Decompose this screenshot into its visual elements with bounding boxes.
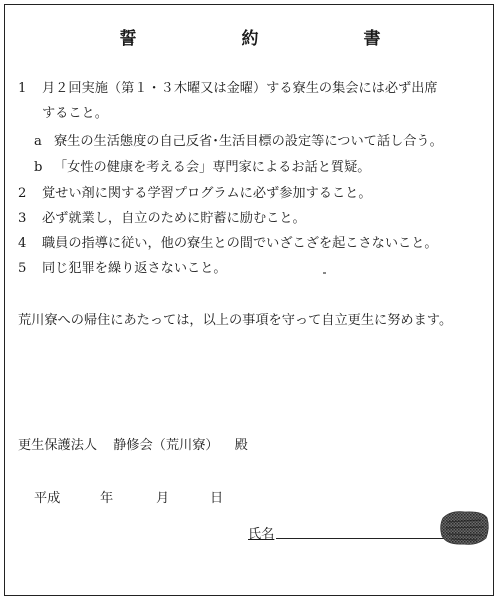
item-number: 5 bbox=[18, 261, 27, 276]
item-number: 2 bbox=[18, 186, 27, 201]
addressee-honorific: 殿 bbox=[234, 438, 248, 453]
item-text: 覚せい剤に関する学習プログラムに必ず参加すること。 bbox=[42, 186, 372, 201]
item-3 bbox=[18, 211, 306, 227]
item-5 bbox=[18, 261, 227, 277]
item-text: 必ず就業し，自立のために貯蓄に励むこと。 bbox=[42, 211, 306, 226]
item-4 bbox=[18, 236, 438, 252]
redaction-scribble bbox=[437, 508, 491, 548]
sub-item-letter: a bbox=[34, 134, 42, 149]
item-1b bbox=[34, 160, 371, 176]
item-1-line-2: すること。 bbox=[42, 106, 108, 121]
sub-item-text: 寮生の生活態度の自己反省･生活目標の設定等について話し合う。 bbox=[54, 134, 443, 149]
item-number: 4 bbox=[18, 236, 27, 251]
item-text: 月２回実施（第１・３木曜又は金曜）する寮生の集会には必ず出席 bbox=[42, 81, 438, 96]
item-number: 3 bbox=[18, 211, 27, 226]
closing-statement: 荒川寮への帰住にあたっては，以上の事項を守って自立更生に努めます。 bbox=[18, 313, 453, 328]
document-title: 誓 約 書 bbox=[119, 29, 425, 49]
signature-label: 氏名 bbox=[248, 527, 275, 542]
item-1a bbox=[34, 134, 443, 150]
date-era: 平成 bbox=[34, 491, 61, 506]
scan-speck bbox=[323, 272, 326, 274]
sub-item-text: 「女性の健康を考える会」専門家によるお話と質疑。 bbox=[54, 160, 371, 175]
sub-item-letter: b bbox=[34, 160, 43, 175]
addressee-name: 静修会（荒川寮） bbox=[113, 438, 219, 453]
date-year: 年 bbox=[100, 491, 114, 506]
addressee-org: 更生保護法人 bbox=[18, 438, 98, 453]
item-text: 同じ犯罪を繰り返さないこと。 bbox=[42, 261, 227, 276]
date-day: 日 bbox=[210, 491, 224, 506]
item-text: 職員の指導に従い，他の寮生との間でいざこざを起こさないこと。 bbox=[42, 236, 438, 251]
item-2 bbox=[18, 186, 372, 202]
addressee bbox=[18, 434, 248, 453]
item-1-line-1 bbox=[18, 81, 438, 97]
date-month: 月 bbox=[156, 491, 170, 506]
item-number: 1 bbox=[18, 81, 27, 96]
